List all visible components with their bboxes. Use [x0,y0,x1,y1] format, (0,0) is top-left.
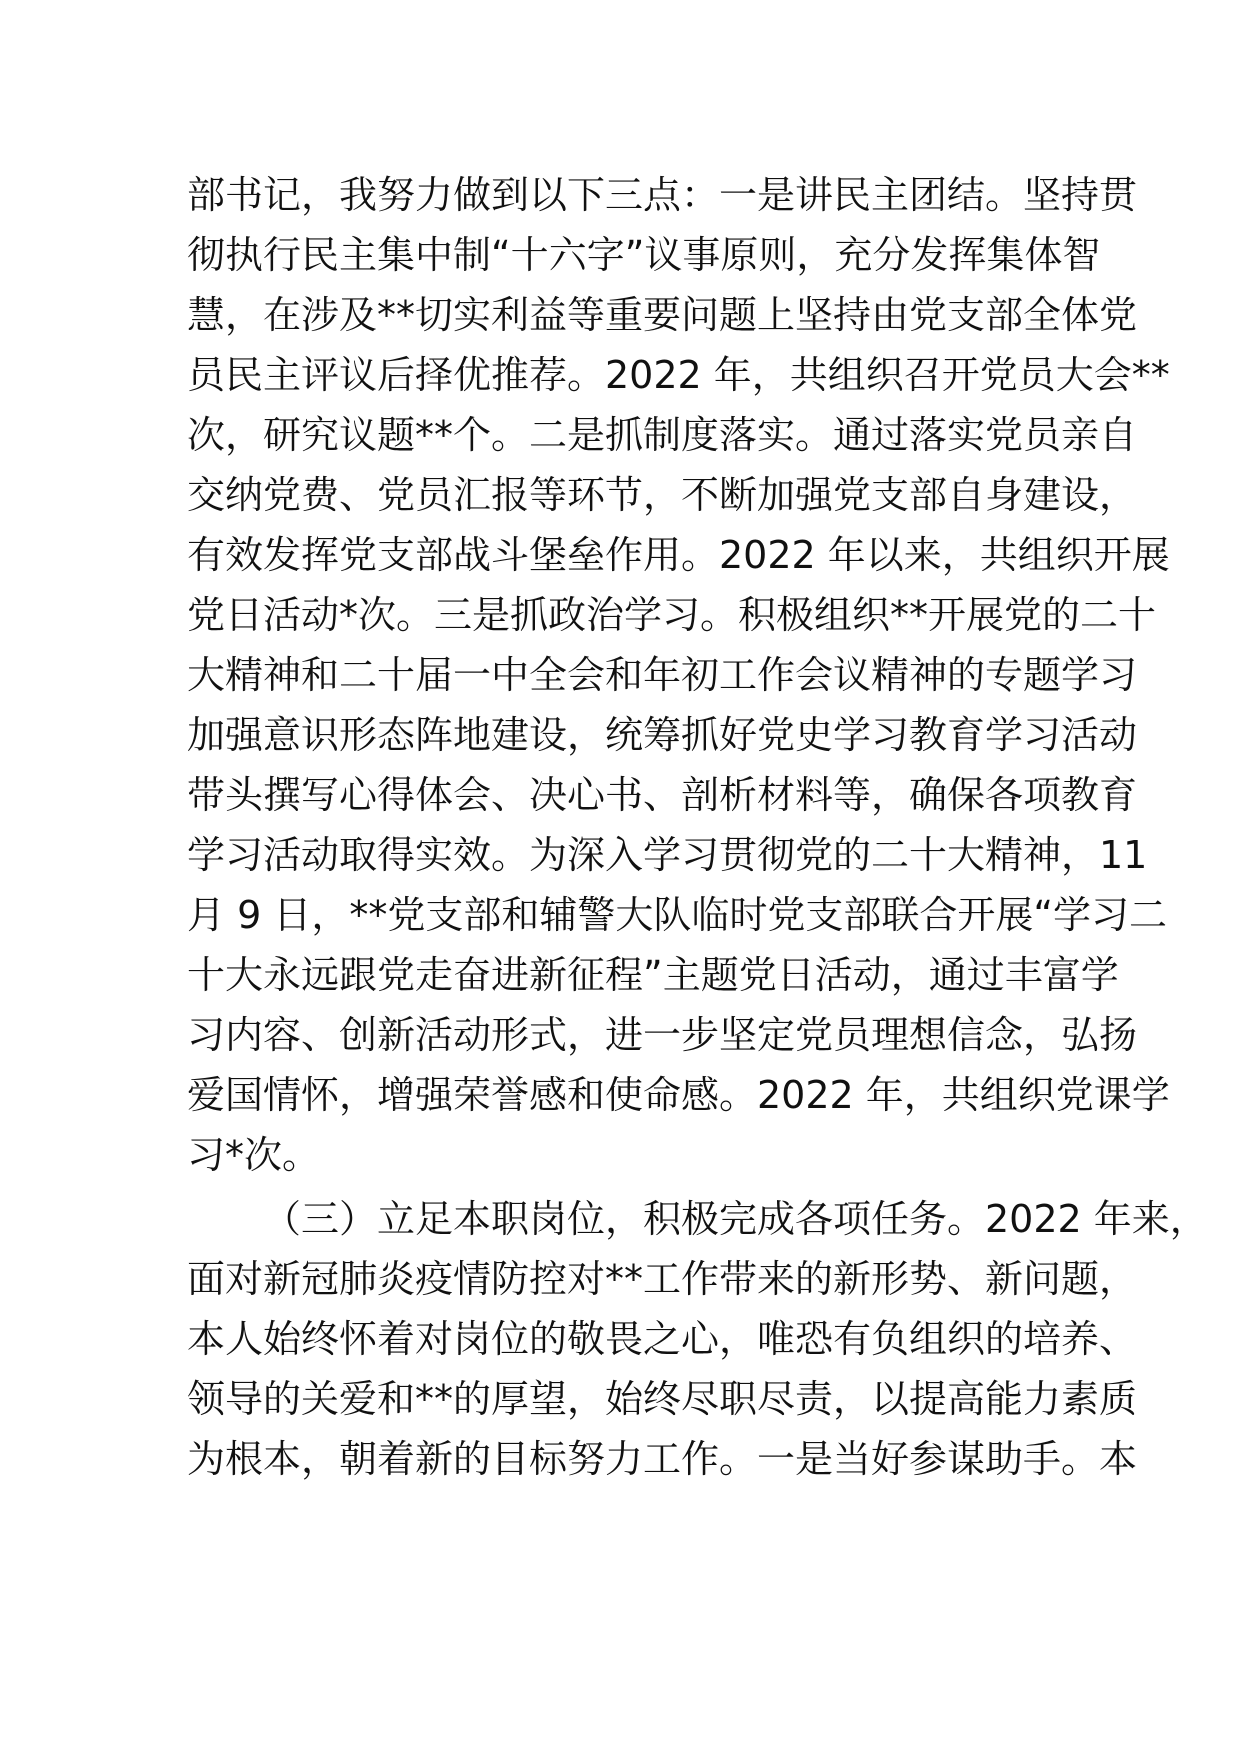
text-line: 学习活动取得实效。为深入学习贯彻党的二十大精神，11 [187,833,1148,877]
text-line: 十大永远跟党走奋进新征程”主题党日活动，通过丰富学 [187,953,1119,997]
text-line: 大精神和二十届一中全会和年初工作会议精神的专题学习 [187,653,1138,697]
document-body [187,165,1208,1489]
text-line: 次，研究议题**个。二是抓制度落实。通过落实党员亲自 [187,413,1138,457]
text-line: 党日活动*次。三是抓政治学习。积极组织**开展党的二十 [187,593,1157,637]
text-line: 爱国情怀，增强荣誉感和使命感。2022 年，共组织党课学 [187,1073,1170,1117]
text-line: 交纳党费、党员汇报等环节，不断加强党支部自身建设， [187,473,1138,517]
text-line: 员民主评议后择优推荐。2022 年，共组织召开党员大会** [187,353,1170,397]
text-line: 带头撰写心得体会、决心书、剖析材料等，确保各项教育 [187,773,1138,817]
text-line: 加强意识形态阵地建设，统筹抓好党史学习教育学习活动 [187,713,1138,757]
text-line: 为根本，朝着新的目标努力工作。一是当好参谋助手。本 [187,1437,1138,1481]
text-line: 有效发挥党支部战斗堡垒作用。2022 年以来，共组织开展 [187,533,1170,577]
section-heading-line: （三）立足本职岗位，积极完成各项任务。2022 年来， [263,1197,1208,1241]
text-line: 习*次。 [187,1133,321,1177]
text-line: 领导的关爱和**的厚望，始终尽职尽责，以提高能力素质 [187,1377,1138,1421]
text-line: 部书记，我努力做到以下三点：一是讲民主团结。坚持贯 [187,173,1138,217]
text-line: 习内容、创新活动形式，进一步坚定党员理想信念，弘扬 [187,1013,1138,1057]
text-line: 彻执行民主集中制“十六字”议事原则，充分发挥集体智 [187,233,1101,277]
text-line: 慧，在涉及**切实利益等重要问题上坚持由党支部全体党 [187,293,1138,337]
text-line: 月 9 日，**党支部和辅警大队临时党支部联合开展“学习二 [187,893,1168,937]
text-line: 面对新冠肺炎疫情防控对**工作带来的新形势、新问题， [187,1257,1138,1301]
text-line: 本人始终怀着对岗位的敬畏之心，唯恐有负组织的培养、 [187,1317,1138,1361]
